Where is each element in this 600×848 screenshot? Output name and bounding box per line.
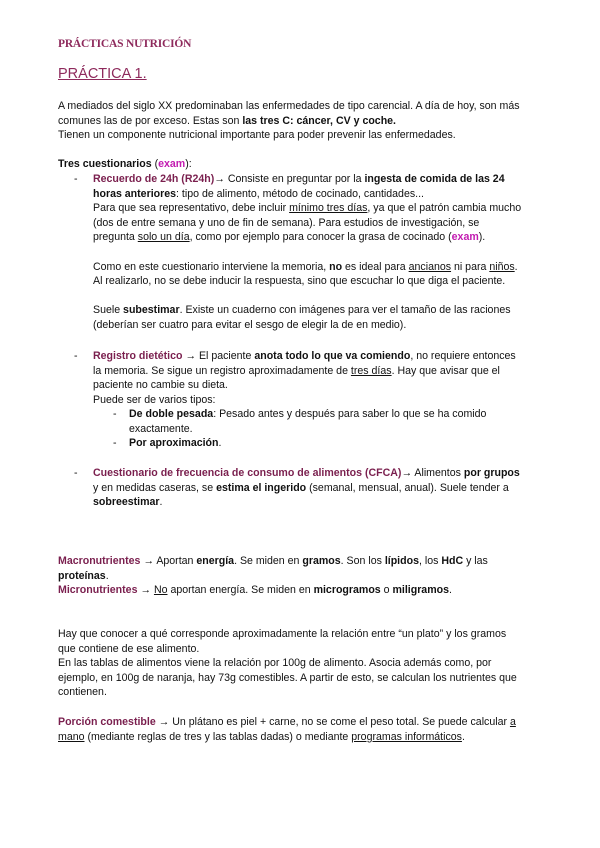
cfca-text: .: [159, 496, 163, 509]
cfca-bold: sobreestimar: [93, 496, 160, 509]
registro-line-3: paciente no cambie su dieta.: [93, 379, 228, 392]
micro-bold: microgramos: [313, 584, 381, 597]
r24h-underline: mínimo tres días: [289, 202, 368, 215]
r24h-text: ).: [478, 231, 486, 244]
three-c-text: las tres C: cáncer, CV y coche.: [242, 114, 396, 127]
cfca-line-1: [93, 466, 563, 481]
aproximacion-text: .: [218, 437, 222, 449]
macro-text: , los: [418, 555, 442, 567]
cuestionarios-heading: [58, 157, 192, 172]
r24h-underline: niños: [489, 260, 515, 273]
r24h-underline: solo un día: [137, 231, 190, 244]
plato-line-5: contienen.: [58, 686, 107, 699]
macro-bold: gramos: [302, 555, 341, 567]
r24h-text: , ya que el patrón cambia mucho: [367, 202, 522, 215]
sublist-dash: -: [113, 408, 117, 420]
macro-text: y las: [463, 555, 488, 567]
intro-text: comunes las de por exceso. Estas son: [58, 114, 243, 127]
plato-line-3: En las tablas de alimentos viene la relación por 100g de alimento. Asocia además como, por: [58, 657, 492, 670]
porcion-underline: programas informáticos: [351, 730, 462, 743]
cfca-text: (semanal, mensual, anual). Suele tender a: [306, 481, 509, 494]
r24h-text: Como en este cuestionario interviene la memoria,: [93, 260, 330, 273]
r24h-text: es ideal para: [342, 260, 409, 273]
sublist-dash: -: [113, 437, 117, 449]
list-dash: -: [74, 350, 78, 362]
macro-bold: proteínas: [58, 569, 106, 582]
plato-line-2: que contiene de ese alimento.: [58, 642, 200, 655]
cfca-text: y en medidas caseras, se: [93, 481, 217, 494]
list-dash: -: [74, 173, 78, 185]
macro-text: . Son los: [340, 555, 385, 567]
micro-text: aportan energía. Se miden en: [167, 584, 314, 597]
document-title: PRÁCTICAS NUTRICIÓN: [58, 38, 192, 50]
paren-close: ):: [185, 158, 192, 170]
registro-text: , no requiere entonces: [410, 350, 516, 362]
r24h-text: .: [514, 260, 518, 273]
doble-pesada-item: [129, 407, 549, 436]
r24h-bold: ingesta de comida de las 24: [364, 173, 505, 185]
micro-heading: Micronutrientes: [58, 584, 138, 597]
porcion-text: (mediante reglas de tres y las tablas dadas) o mediante: [84, 730, 352, 743]
r24h-text: : tipo de alimento, método de cocinado, cantidades...: [176, 187, 424, 200]
doble-pesada-heading: De doble pesada: [129, 408, 214, 420]
r24h-line-8: [93, 303, 563, 318]
plato-paragraph: [58, 627, 558, 700]
macro-bold: lípidos: [384, 555, 419, 567]
r24h-heading: Recuerdo de 24h (R24h): [93, 173, 215, 185]
micro-bold: miligramos: [392, 584, 449, 597]
r24h-item: [93, 172, 563, 333]
micro-text: →: [137, 584, 154, 597]
porcion-underline: mano: [58, 730, 85, 743]
cuestionarios-title: Tres cuestionarios: [58, 158, 152, 170]
plato-line-1: Hay que conocer a qué corresponde aproximadamente la relación entre “un plato” y los gramos: [58, 628, 507, 640]
cfca-text: → Alimentos: [401, 467, 464, 479]
r24h-line-1: [93, 172, 563, 187]
cfca-item: [93, 466, 563, 510]
r24h-line-2: [93, 187, 563, 202]
aproximacion-item: [129, 436, 221, 451]
registro-line-2: [93, 364, 563, 379]
registro-line-1: [93, 349, 563, 364]
r24h-bold: horas anteriores: [93, 187, 177, 200]
porcion-line-2: [58, 730, 558, 745]
macro-line-1: [58, 554, 558, 569]
r24h-text: Para que sea representativo, debe incluir: [93, 202, 290, 215]
registro-text: → El paciente: [182, 350, 255, 362]
registro-line-4: Puede ser de varios tipos:: [93, 393, 216, 406]
registro-text: la memoria. Se sigue un registro aproximadamente de: [93, 364, 351, 377]
exam-tag: exam: [451, 231, 479, 244]
porcion-text: → Un plátano es piel + carne, no se come el peso total. Se puede calcular: [155, 716, 510, 728]
macro-text: . Se miden en: [234, 555, 303, 567]
r24h-line-4: (dos de entre semana y uno de fin de semana). Para estudios de investigación, se: [93, 216, 480, 229]
cfca-bold: estima el ingerido: [216, 481, 307, 494]
r24h-text: pregunta: [93, 231, 138, 244]
spacer: [93, 245, 563, 260]
intro-line-1: A mediados del siglo XX predominaban las enfermedades de tipo carencial. A día de hoy, son más: [58, 100, 520, 112]
plato-line-4: ejemplo, en 100g de naranja, hay 73g comestibles. A partir de esto, se calculan los nutrientes que: [58, 671, 517, 684]
doble-pesada-line-2: exactamente.: [129, 422, 193, 435]
section-title: PRÁCTICA 1.: [58, 66, 147, 82]
exam-tag: exam: [158, 158, 186, 170]
spacer: [93, 289, 563, 304]
cfca-line-2: [93, 481, 563, 496]
porcion-text: .: [461, 730, 465, 743]
nutrientes-block: [58, 554, 558, 598]
macro-text: .: [105, 569, 109, 582]
r24h-line-5: [93, 230, 563, 245]
macro-text: → Aportan: [140, 555, 197, 567]
micro-text: .: [449, 584, 452, 597]
porcion-line-1: [58, 715, 558, 730]
intro-line-2: [58, 114, 558, 129]
macro-heading: Macronutrientes: [58, 555, 141, 567]
intro-paragraph: [58, 99, 558, 143]
list-dash: -: [74, 467, 78, 479]
registro-bold: anota todo lo que va comiendo: [254, 350, 411, 362]
paren-open: (: [151, 158, 159, 170]
r24h-text: Suele: [93, 304, 124, 317]
r24h-line-3: [93, 201, 563, 216]
aproximacion-heading: Por aproximación: [129, 437, 219, 449]
porcion-heading: Porción comestible: [58, 716, 156, 728]
r24h-underline: ancianos: [408, 260, 452, 273]
macro-bold: energía: [196, 555, 235, 567]
intro-line-3: Tienen un componente nutricional importante para poder prevenir las enfermedades.: [58, 129, 456, 142]
r24h-text: . Existe un cuaderno con imágenes para ver el tamaño de las raciones: [179, 304, 511, 317]
micro-text: o: [380, 584, 393, 597]
cfca-line-3: [93, 495, 563, 510]
macro-line-2: [58, 569, 558, 584]
r24h-text: , como por ejemplo para conocer la grasa de cocinado (: [189, 231, 452, 244]
r24h-bold: subestimar: [123, 304, 180, 317]
porcion-paragraph: [58, 715, 558, 744]
registro-heading: Registro dietético: [93, 350, 183, 362]
doble-pesada-text: : Pesado antes y después para saber lo que se ha comido: [213, 408, 487, 420]
cfca-heading: Cuestionario de frecuencia de consumo de alimentos (CFCA): [93, 467, 402, 479]
registro-underline: tres días: [350, 364, 392, 377]
macro-bold: HdC: [441, 555, 464, 567]
r24h-line-7: Al realizarlo, no se debe inducir la respuesta, sino que escuchar lo que diga el paciente.: [93, 275, 506, 288]
r24h-line-6: [93, 260, 563, 275]
micro-underline: No: [153, 584, 168, 597]
porcion-underline: a: [509, 716, 516, 728]
r24h-bold: no: [329, 260, 343, 273]
r24h-text: → Consiste en preguntar por la: [214, 173, 365, 185]
cfca-bold: por grupos: [463, 467, 520, 479]
r24h-line-9: (deberían ser cuatro para evitar el sesgo de elegir la de en medio).: [93, 318, 407, 331]
doble-pesada-line-1: [129, 407, 549, 422]
registro-item: [93, 349, 563, 407]
registro-text: . Hay que avisar que el: [391, 364, 500, 377]
micro-line: [58, 583, 558, 598]
r24h-text: ni para: [451, 260, 490, 273]
